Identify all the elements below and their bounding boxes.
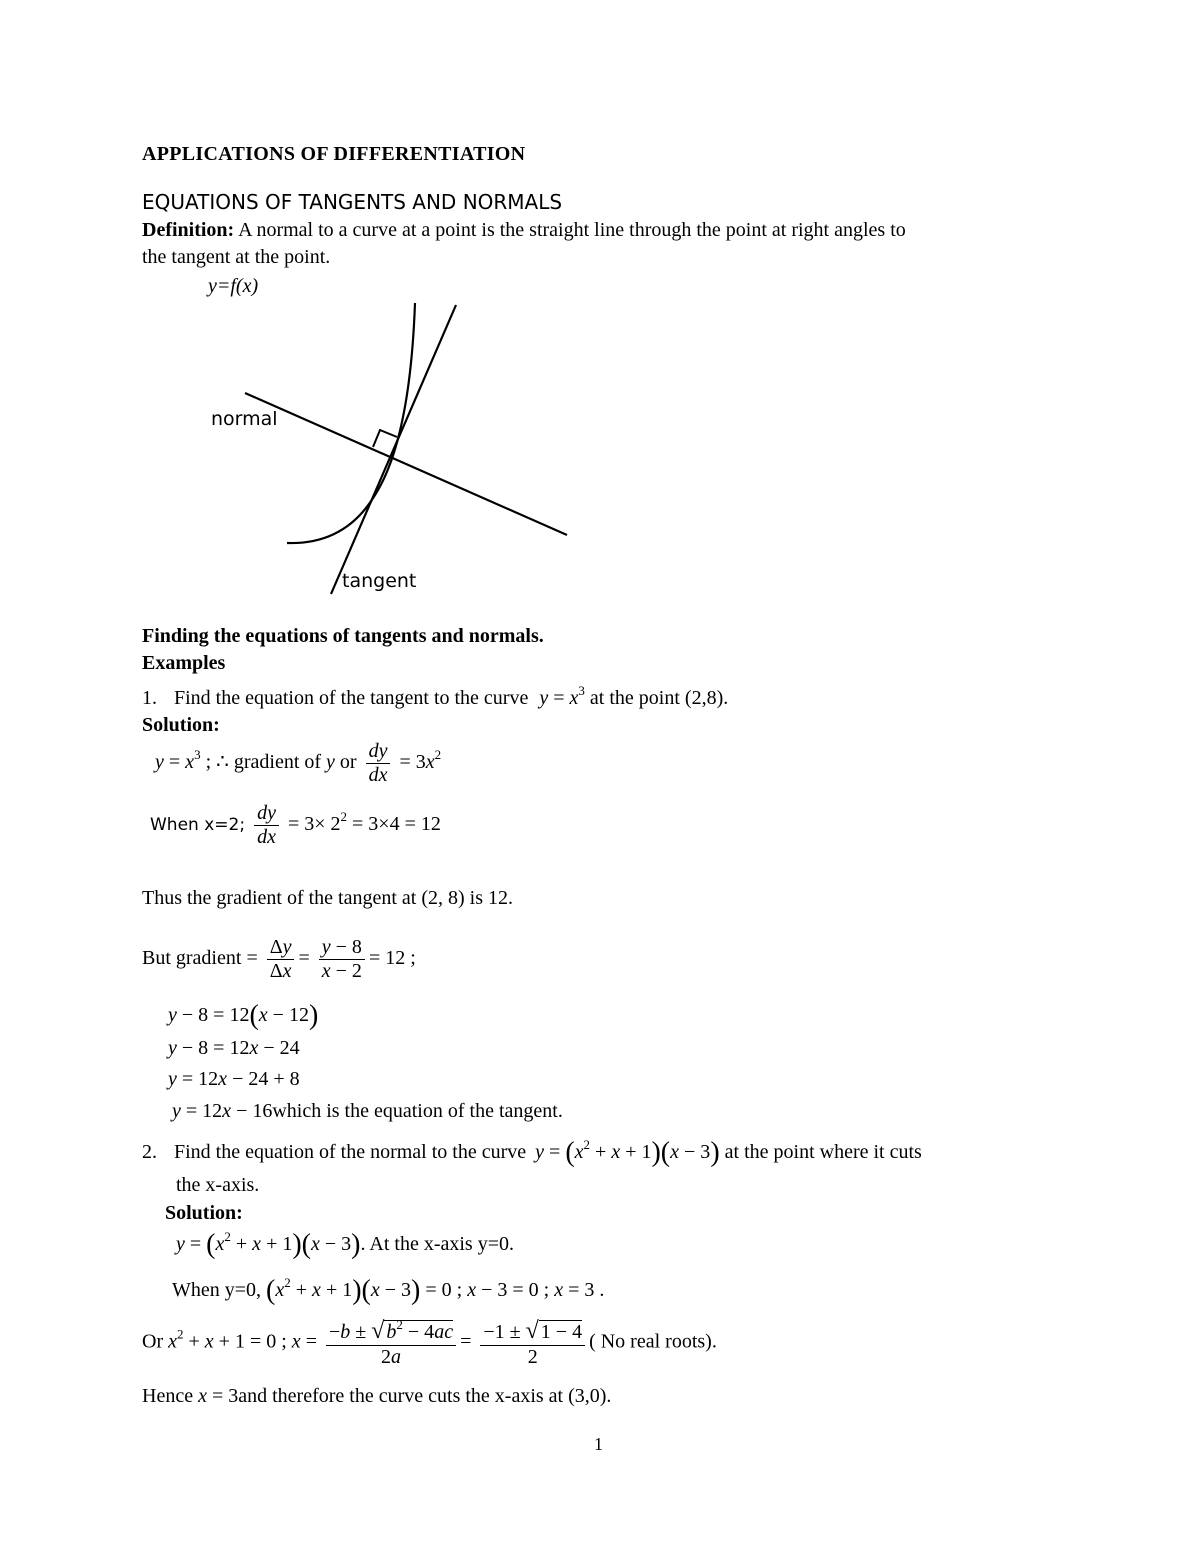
hence-text: Hence <box>142 1385 194 1407</box>
example-2-line-c: Or $x^2 + x + 1 = 0$ ; x = $\frac{-b \pm √ b^2 - 4ac}{2a}$ = $\frac{-1 \pm √ 1 - 4}{2}$ ( No real roots). <box>142 1317 717 1369</box>
section-title: EQUATIONS OF TANGENTS AND NORMALS <box>142 190 563 214</box>
example-1-thus: Thus the gradient of the tangent at (2, 8) is 12. <box>142 887 514 909</box>
or-text: or <box>339 751 357 774</box>
example-1-curve-eq: y <box>539 687 549 709</box>
normal-label: normal <box>211 408 278 430</box>
which-text: which is the equation of the tangent. <box>272 1100 563 1122</box>
example-2-text-b: at the point where it cuts <box>724 1141 922 1163</box>
example-2-solution-label: Solution: <box>165 1202 243 1224</box>
at-axis-text: . At the x-axis y=0. <box>360 1233 514 1255</box>
example-2-number: 2. <box>142 1141 157 1163</box>
example-2-text-a: Find the equation of the normal to the curve <box>174 1141 527 1163</box>
when-x2-text: When x=2; <box>150 815 246 836</box>
example-1-gradient-line: But gradient = $\frac{\Delta y}{\Delta x}$ = $\frac{y - 8}{x - 2}$ = 12 ; <box>142 936 416 982</box>
tangent-line <box>331 305 456 594</box>
hence-rest: and therefore the curve cuts the x-axis at (3,0). <box>238 1385 612 1407</box>
example-2-line-a: $y = (x^2 + x + 1)(x - 3)$. At the x-axis y=0. <box>176 1229 514 1260</box>
example-1-evaluate-line: When x=2; $\frac{dy}{dx}$ = $3\times 2^2 = 3\times 4 = 12$ <box>150 802 441 848</box>
curve-path <box>287 303 415 543</box>
example-1-derivative-line: $y = x^3$ ; ∴ gradient of y or $\frac{dy}{dx}$ = $3x^2$ <box>155 740 442 786</box>
example-2-text-c: the x-axis. <box>176 1174 260 1196</box>
when-y0-text: When y=0, <box>172 1279 262 1301</box>
definition-line-2: the tangent at the point. <box>142 246 331 268</box>
example-1-text-b: at the point (2,8). <box>589 687 729 709</box>
or-label: Or <box>142 1330 164 1353</box>
step-2: y − 8 = 12x − 24 <box>168 1037 300 1059</box>
example-2-statement: 2. Find the equation of the normal to the curve $y = (x^2 + x + 1)(x - 3)$ at the point where it cuts <box>142 1137 922 1168</box>
normal-line <box>245 393 567 535</box>
step-4: y = 12x − 16which is the equation of the tangent. <box>172 1100 563 1122</box>
curve-label: y=f(x) <box>208 275 259 297</box>
example-1-text-a: Find the equation of the tangent to the curve <box>174 687 529 709</box>
finding-heading: Finding the equations of tangents and normals. <box>142 625 544 647</box>
examples-heading: Examples <box>142 652 226 674</box>
but-gradient-text: But gradient <box>142 947 242 970</box>
step-1: y − 8 = 12(x − 12) <box>168 1000 319 1031</box>
page-number: 1 <box>594 1434 603 1454</box>
example-1-solution-label: Solution: <box>142 714 220 736</box>
right-angle-marker <box>373 430 397 447</box>
example-1-number: 1. <box>142 687 157 709</box>
no-real-roots-text: ( No real roots). <box>589 1330 717 1353</box>
definition-label: Definition: <box>142 219 235 241</box>
document-title: APPLICATIONS OF DIFFERENTIATION <box>142 143 526 165</box>
step-3: y = 12x − 24 + 8 <box>168 1068 300 1090</box>
gradient-of-text: gradient of <box>233 751 322 774</box>
example-1-statement: 1. Find the equation of the tangent to the curve $y = x^3$ at the point (2,8). <box>142 683 729 709</box>
tangent-normal-diagram <box>0 0 1200 700</box>
example-2-line-b: When y=0, $(x^2 + x + 1)(x - 3) = 0$ ; x − 3 = 0 ; x = 3 . <box>172 1275 605 1306</box>
definition-text-1: A normal to a curve at a point is the straight line through the point at right angles to <box>238 219 906 241</box>
example-2-conclusion: Hence x = 3and therefore the curve cuts the x-axis at (3,0). <box>142 1385 612 1407</box>
tangent-label: tangent <box>342 570 417 592</box>
